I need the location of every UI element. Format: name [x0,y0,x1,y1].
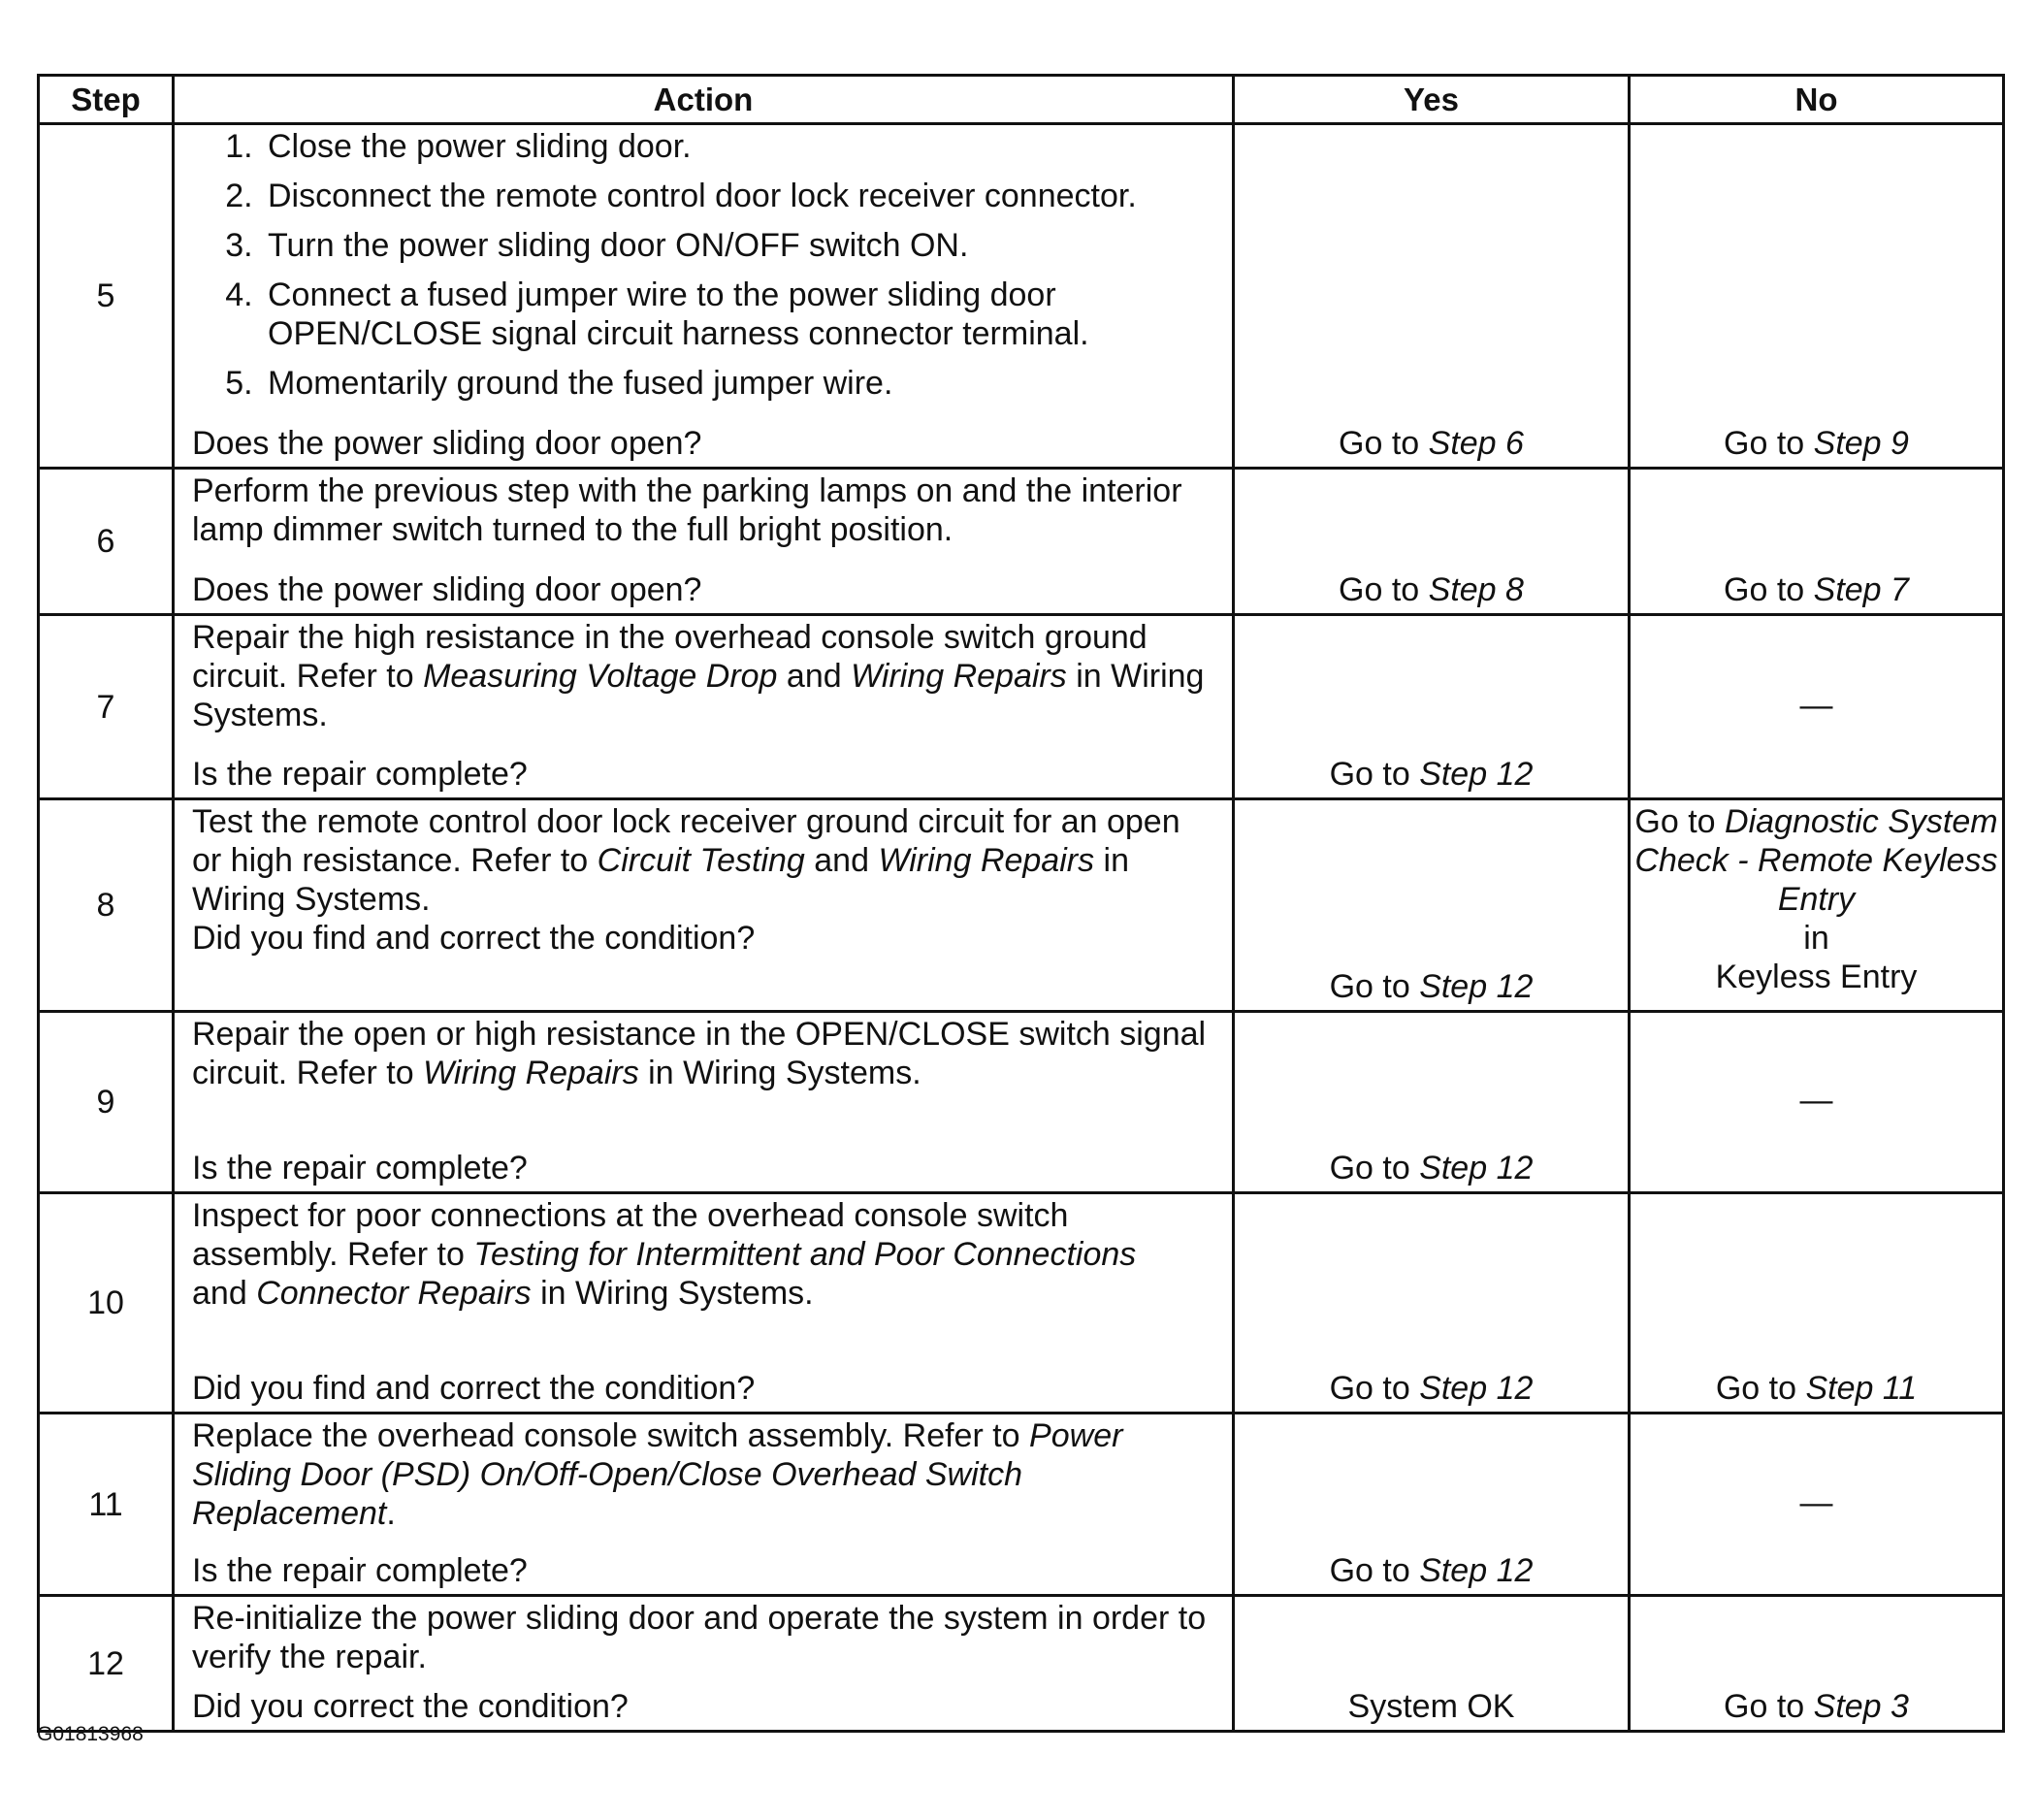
no-cell [1630,1596,2004,1732]
action-question: Did you find and correct the condition? [192,1370,756,1407]
table-row [39,124,2004,469]
step-number: 6 [39,469,174,615]
goto-text: Go to [1634,803,1726,840]
header-no: No [1630,76,2004,124]
action-cell [174,615,1234,799]
yes-cell [1234,799,1630,1012]
goto-text: Go to [1715,1370,1806,1407]
action-cell [174,1193,1234,1414]
table-row [39,1596,2004,1732]
step-link: Step 8 [1428,571,1524,608]
action-text: Test the remote control door lock receiver ground circuit for an open or high resistance. Refer to Circuit Testing and Wiring Repairs in Wiring Systems. [192,803,1180,918]
yes-cell [1234,615,1630,799]
step-link: Step 11 [1805,1370,1918,1407]
list-item: 2. Disconnect the remote control door lock receiver connector. [262,177,1218,215]
diagnostic-table [37,74,2005,1733]
goto-text: Go to [1724,571,1814,608]
header-row [39,76,2004,124]
action-cell [174,1414,1234,1596]
table-row [39,615,2004,799]
action-text: Repair the high resistance in the overhead console switch ground circuit. Refer to Measuring Voltage Drop and Wiring Repairs in Wiring Systems. [192,619,1205,733]
step-number: 5 [39,124,174,469]
list-item: 1. Close the power sliding door. [262,127,1218,166]
step-link: Step 12 [1419,1552,1534,1589]
table-row [39,799,2004,1012]
table-row [39,1414,2004,1596]
yes-cell [1234,1596,1630,1732]
action-text: Perform the previous step with the parking lamps on and the interior lamp dimmer switch turned to the full bright position. [192,472,1182,548]
step-number: 11 [39,1414,174,1596]
goto-text: Go to [1339,425,1429,462]
step-link: Step 12 [1419,1150,1534,1186]
figure-id: G01813968 [37,1723,144,1745]
action-text: Inspect for poor connections at the overhead console switch assembly. Refer to Testing for Intermittent and Poor Connections and Connector Repairs in Wiring Systems. [192,1197,1137,1312]
list-item: 4. Connect a fused jumper wire to the power sliding door OPEN/CLOSE signal circuit harness connector terminal. [262,276,1218,353]
step-link: Step 9 [1813,425,1909,462]
not-applicable-dash: — [1799,1082,1833,1119]
goto-text: Go to [1329,968,1420,1005]
no-cell [1630,799,2004,1012]
goto-text: Go to [1329,1150,1420,1186]
action-cell [174,1012,1234,1193]
action-cell [174,1596,1234,1732]
step-link: Step 12 [1419,968,1534,1005]
action-cell [174,124,1234,469]
action-text: Replace the overhead console switch assembly. Refer to Power Sliding Door (PSD) On/Off-Open/Close Overhead Switch Replacement. [192,1417,1123,1532]
step-number: 7 [39,615,174,799]
yes-cell [1234,469,1630,615]
no-cell [1630,615,2004,799]
action-question: Is the repair complete? [192,1150,528,1186]
list-item: 3. Turn the power sliding door ON/OFF switch ON. [262,226,1218,265]
no-cell [1630,1193,2004,1414]
action-text: Re-initialize the power sliding door and operate the system in order to verify the repair. [192,1600,1207,1675]
no-cell [1630,124,2004,469]
step-number: 10 [39,1193,174,1414]
not-applicable-dash: — [1799,1483,1833,1521]
header-yes: Yes [1234,76,1630,124]
step-number: 9 [39,1012,174,1193]
table-row [39,469,2004,615]
step-link: Step 3 [1813,1688,1909,1725]
no-cell [1630,1012,2004,1193]
step-link: Step 7 [1813,571,1909,608]
in-text: in [1803,920,1829,957]
goto-text: Go to [1724,425,1814,462]
action-question: Did you find and correct the condition? [192,920,756,957]
action-question: Did you correct the condition? [192,1688,629,1725]
goto-text: Go to [1329,756,1420,793]
goto-text: Go to [1329,1552,1420,1589]
yes-cell [1234,1012,1630,1193]
yes-cell [1234,1193,1630,1414]
reference-link: Diagnostic System Check - Remote Keyless Entry [1634,803,1998,918]
not-applicable-dash: — [1799,686,1833,724]
action-question: Is the repair complete? [192,1552,528,1589]
no-cell [1630,1414,2004,1596]
action-question: Is the repair complete? [192,756,528,793]
step-number: 8 [39,799,174,1012]
goto-text: Go to [1724,1688,1814,1725]
reference-section: Keyless Entry [1715,959,1918,995]
table-row [39,1193,2004,1414]
step-link: Step 12 [1419,1370,1534,1407]
goto-text: Go to [1339,571,1429,608]
step-number: 12 [39,1596,174,1732]
no-cell [1630,469,2004,615]
step-link: Step 12 [1419,756,1534,793]
yes-cell [1234,124,1630,469]
header-action: Action [174,76,1234,124]
action-steps-list [192,127,1218,403]
result-text: System OK [1347,1688,1515,1725]
action-text: Repair the open or high resistance in the OPEN/CLOSE switch signal circuit. Refer to Wiring Repairs in Wiring Systems. [192,1016,1207,1091]
action-question: Does the power sliding door open? [192,425,702,462]
table-row [39,1012,2004,1193]
list-item: 5. Momentarily ground the fused jumper wire. [262,364,1218,403]
header-step: Step [39,76,174,124]
action-question: Does the power sliding door open? [192,571,702,608]
goto-text: Go to [1329,1370,1420,1407]
step-link: Step 6 [1428,425,1524,462]
action-cell [174,469,1234,615]
yes-cell [1234,1414,1630,1596]
action-cell [174,799,1234,1012]
